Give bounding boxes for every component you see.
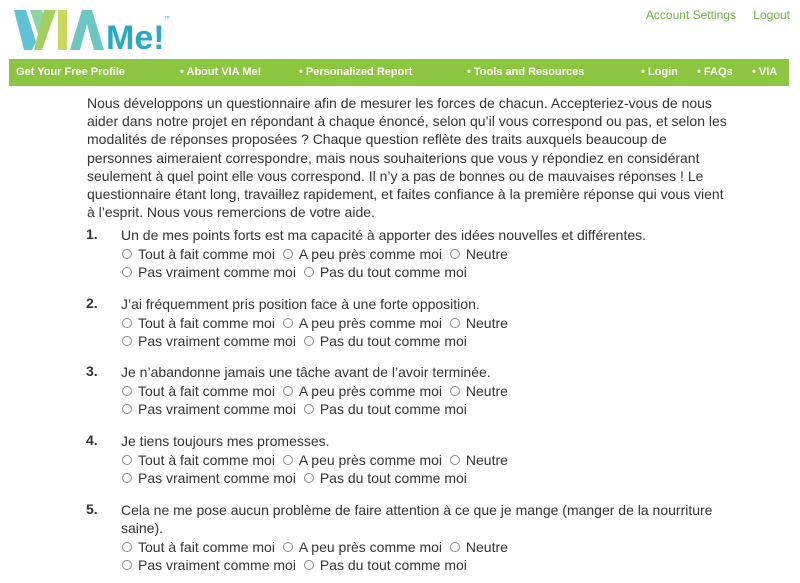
nav-tools[interactable]: • Tools and Resources xyxy=(467,66,585,78)
question-text: Je tiens toujours mes promesses. xyxy=(121,433,330,449)
option-pas-vraiment[interactable]: Pas vraiment comme moi xyxy=(122,333,296,349)
question-number: 4. xyxy=(86,432,98,448)
question-text: Un de mes points forts est ma capacité à apporter des idées nouvelles et différentes. xyxy=(121,227,647,243)
option-a-peu-pres[interactable]: A peu près comme moi xyxy=(283,315,442,331)
option-pas-vraiment[interactable]: Pas vraiment comme moi xyxy=(122,470,296,486)
answer-options xyxy=(122,451,726,487)
option-tout-a-fait[interactable]: Tout à fait comme moi xyxy=(122,315,275,331)
option-tout-a-fait[interactable]: Tout à fait comme moi xyxy=(122,452,275,468)
nav-faqs[interactable]: • FAQs xyxy=(697,66,733,78)
answer-options xyxy=(122,382,726,418)
radio-icon[interactable] xyxy=(304,267,314,277)
answer-options xyxy=(122,314,726,350)
question-number: 3. xyxy=(86,363,98,379)
option-pas-vraiment[interactable]: Pas vraiment comme moi xyxy=(122,264,296,280)
radio-icon[interactable] xyxy=(122,542,132,552)
svg-text:Me!: Me! xyxy=(106,19,165,56)
radio-icon[interactable] xyxy=(450,318,460,328)
radio-icon[interactable] xyxy=(450,542,460,552)
radio-icon[interactable] xyxy=(450,249,460,259)
answer-options xyxy=(122,245,726,281)
radio-icon[interactable] xyxy=(304,404,314,414)
option-tout-a-fait[interactable]: Tout à fait comme moi xyxy=(122,539,275,555)
question-4 xyxy=(86,432,726,487)
option-pas-du-tout[interactable]: Pas du tout comme moi xyxy=(304,557,467,573)
intro-text: Nous développons un questionnaire afin de mesurer les forces de chacun. Accepteriez-vous de nous aider dans notre projet en répondant à chaque énoncé, selon qu’il vous correspond ou pas, et selon les modalités de réponses proposées ? Chaque question reflète des traits auxquels beaucoup de personnes aimeraient correspondre, mais nous souhaiterions que vous y répondiez en considérant seulement à quel point elle vous correspond. Il n’y a pas de bonnes ou de mauvaises réponses ! Le questionnaire étant long, travaillez rapidement, et faites confiance à la première réponse qui vous vient à l’esprit. Nous vous remercions de votre aide. xyxy=(87,95,727,221)
radio-icon[interactable] xyxy=(283,249,293,259)
logout-link[interactable]: Logout xyxy=(753,8,790,22)
option-neutre[interactable]: Neutre xyxy=(450,383,508,399)
radio-icon[interactable] xyxy=(122,386,132,396)
question-number: 1. xyxy=(86,226,98,242)
radio-icon[interactable] xyxy=(304,473,314,483)
option-neutre[interactable]: Neutre xyxy=(450,315,508,331)
svg-text:™: ™ xyxy=(164,16,170,22)
radio-icon[interactable] xyxy=(450,455,460,465)
radio-icon[interactable] xyxy=(122,473,132,483)
radio-icon[interactable] xyxy=(122,336,132,346)
top-links xyxy=(632,8,790,22)
option-pas-vraiment[interactable]: Pas vraiment comme moi xyxy=(122,557,296,573)
radio-icon[interactable] xyxy=(122,560,132,570)
radio-icon[interactable] xyxy=(283,318,293,328)
question-text: J’ai fréquemment pris position face à une forte opposition. xyxy=(121,296,480,312)
nav-about[interactable]: • About VIA Me! xyxy=(180,66,262,78)
question-5 xyxy=(86,501,726,574)
option-tout-a-fait[interactable]: Tout à fait comme moi xyxy=(122,383,275,399)
radio-icon[interactable] xyxy=(122,318,132,328)
nav-report[interactable]: • Personalized Report xyxy=(299,66,413,78)
radio-icon[interactable] xyxy=(122,249,132,259)
nav-free-profile[interactable]: Get Your Free Profile xyxy=(16,66,126,78)
radio-icon[interactable] xyxy=(122,455,132,465)
answer-options xyxy=(122,538,726,574)
radio-icon[interactable] xyxy=(450,386,460,396)
radio-icon[interactable] xyxy=(304,560,314,570)
main-nav xyxy=(9,59,789,86)
via-me-logo[interactable] xyxy=(12,6,172,56)
option-pas-du-tout[interactable]: Pas du tout comme moi xyxy=(304,333,467,349)
question-1 xyxy=(86,226,726,281)
nav-via[interactable]: • VIA xyxy=(752,66,778,78)
question-number: 5. xyxy=(86,501,98,517)
radio-icon[interactable] xyxy=(122,404,132,414)
option-neutre[interactable]: Neutre xyxy=(450,539,508,555)
question-2 xyxy=(86,295,726,350)
nav-login[interactable]: • Login xyxy=(641,66,678,78)
option-pas-du-tout[interactable]: Pas du tout comme moi xyxy=(304,470,467,486)
question-number: 2. xyxy=(86,295,98,311)
radio-icon[interactable] xyxy=(283,455,293,465)
option-neutre[interactable]: Neutre xyxy=(450,246,508,262)
question-text: Je n’abandonne jamais une tâche avant de l’avoir terminée. xyxy=(121,364,491,380)
radio-icon[interactable] xyxy=(304,336,314,346)
radio-icon[interactable] xyxy=(283,542,293,552)
option-pas-du-tout[interactable]: Pas du tout comme moi xyxy=(304,401,467,417)
option-a-peu-pres[interactable]: A peu près comme moi xyxy=(283,246,442,262)
option-a-peu-pres[interactable]: A peu près comme moi xyxy=(283,383,442,399)
option-neutre[interactable]: Neutre xyxy=(450,452,508,468)
option-pas-du-tout[interactable]: Pas du tout comme moi xyxy=(304,264,467,280)
option-a-peu-pres[interactable]: A peu près comme moi xyxy=(283,539,442,555)
option-tout-a-fait[interactable]: Tout à fait comme moi xyxy=(122,246,275,262)
option-a-peu-pres[interactable]: A peu près comme moi xyxy=(283,452,442,468)
radio-icon[interactable] xyxy=(283,386,293,396)
radio-icon[interactable] xyxy=(122,267,132,277)
account-settings-link[interactable]: Account Settings xyxy=(645,8,736,22)
question-3 xyxy=(86,363,726,418)
option-pas-vraiment[interactable]: Pas vraiment comme moi xyxy=(122,401,296,417)
question-text: Cela ne me pose aucun problème de faire attention à ce que je mange (manger de la nourriture saine). xyxy=(121,502,713,536)
